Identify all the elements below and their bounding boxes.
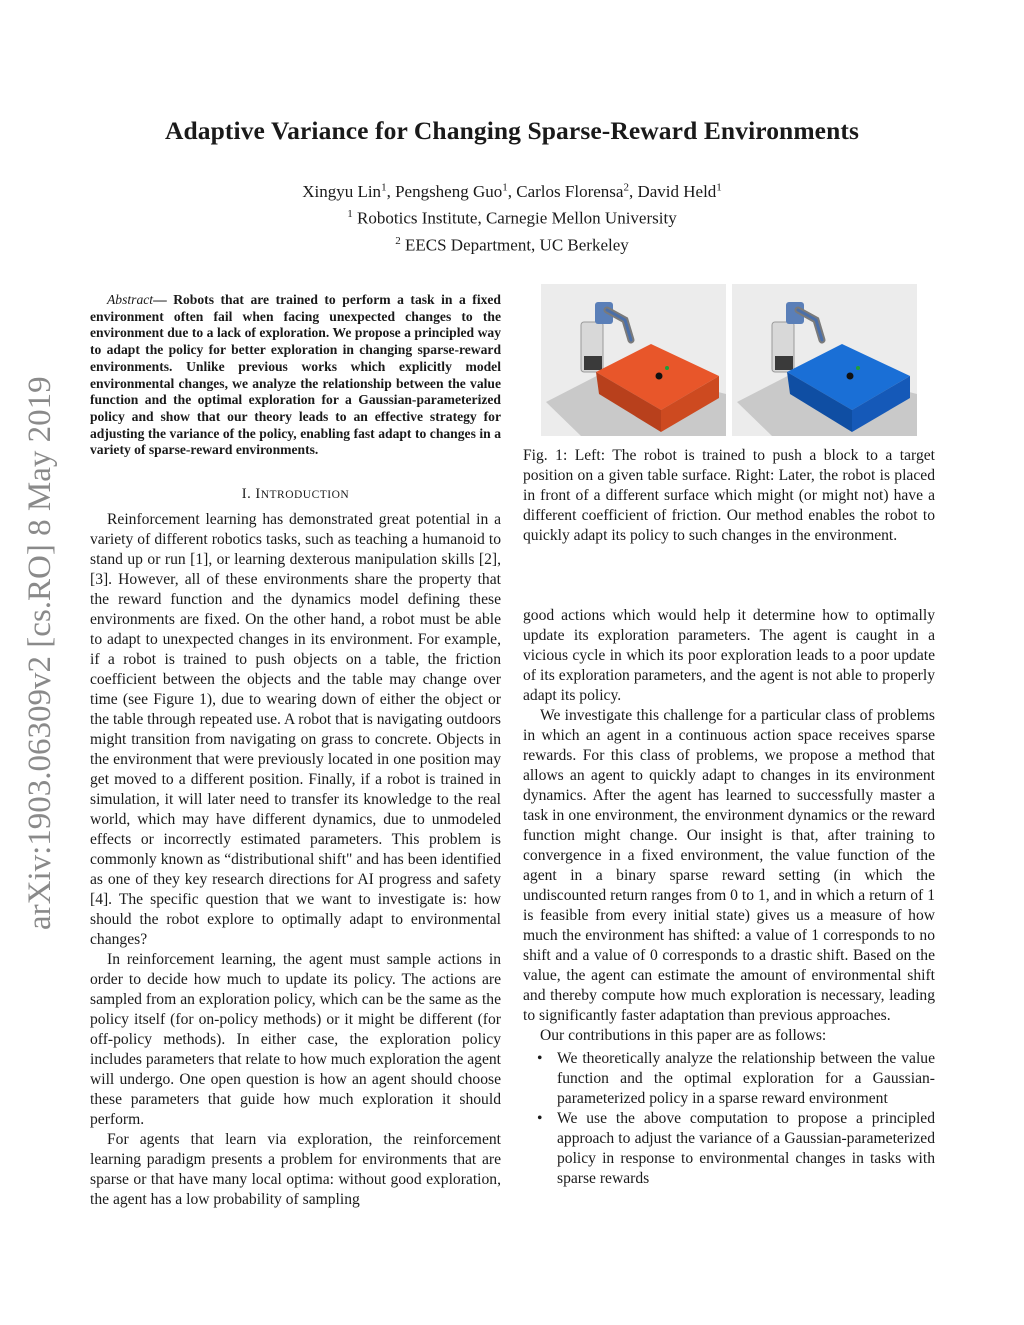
author: Pengsheng Guo$^1$, <box>395 181 517 201</box>
figure-right-image <box>732 284 917 436</box>
author-block <box>0 176 1024 257</box>
left-column <box>90 510 501 1210</box>
arxiv-stamp <box>8 355 78 930</box>
body-paragraph: We investigate this challenge for a particular class of problems in which an agent in a continuous action space receives sparse rewards. For this class of problems, we propose a method that allows an agent to quickly adapt to changes in its environment dynamics. After the agent has learned to successfully master a task in one environment, the environment dynamics or the reward function might change. Our insight is that, after training to convergence in a fixed environment, the value function of the agent in a binary sparse reward setting (in which the undiscounted return ranges from 0 to 1, and in which a return of 1 is feasible from every initial state) gives us a measure of how much the environment has shifted: a value of 1 corresponds to no shift and a value of 0 corresponds to a drastic shift. Based on the value, the agent can estimate the amount of environmental shift and thereby compute how much exploration is necessary, leading to significantly faster adaptation than previous approaches. <box>523 707 935 1024</box>
paper-title: Adaptive Variance for Changing Sparse-Reward Environments <box>164 116 859 145</box>
right-column <box>523 606 935 1189</box>
author-list <box>0 176 1024 203</box>
bullet: • <box>537 1050 543 1067</box>
bullet: • <box>537 1110 543 1127</box>
section-heading: I. INTRODUCTION <box>241 486 350 502</box>
arxiv-id: arXiv:1903.06309v2 [cs.RO] 8 May 2019 <box>22 376 58 930</box>
author: David Held$^1$ <box>637 181 722 201</box>
abstract-text: — Robots that are trained to perform a task in a fixed environment often fail when facing unexpected changes to the environment due to a lack of exploration. We propose a principled way to adapt the policy for better exploration in changing sparse-reward environments. Unlike previous works which explicitly model environmental changes, we analyze the relationship between the value function and the optimal exploration for a Gaussian-parameterized policy and show that our theory leads to an effective strategy for adjusting the variance of the policy, enabling fast adapt to changes in a variety of sparse-reward environments. <box>90 292 501 458</box>
affiliation: $^1$ Robotics Institute, Carnegie Mellon University <box>347 208 677 228</box>
body-paragraph: In reinforcement learning, the agent must sample actions in order to decide how much to update its policy. The actions are sampled from an exploration policy, which can be the same as the policy itself (for on-policy methods) or it might be different (for off-policy methods). In either case, the exploration policy includes parameters that relate to how much exploration the agent will undergo. One open question is how an agent should choose these parameters that guide how much exploration it should perform. <box>90 951 501 1128</box>
list-item: • We theoretically analyze the relationship between the value function and the optimal exploration for a Gaussian-parameterized policy in a sparse reward environment <box>537 1050 935 1107</box>
body-paragraph: Our contributions in this paper are as follows: <box>540 1027 827 1044</box>
author: Carlos Florensa$^2$, <box>516 181 638 201</box>
abstract <box>90 292 501 459</box>
figure-left-image <box>541 284 726 436</box>
contribution-list <box>523 1049 935 1189</box>
affiliation: $^2$ EECS Department, UC Berkeley <box>395 235 629 255</box>
body-paragraph: Reinforcement learning has demonstrated great potential in a variety of different robotics tasks, such as teaching a humanoid to stand up or run [1], or learning dexterous manipulation skills [2], [3]. However, all of these environments share the property that the reward function and the dynamics model defining these environments are fixed. On the other hand, a robot must be able to adapt to unexpected changes in its environment. For example, if a robot is trained to push objects on a table, the friction coefficient between the objects and the table may change over time (see Figure 1), due to wearing down of either the object or the table through repeated use. A robot that is navigating outdoors might transition from navigating on grass to concrete. Objects in the environment that were previously located in one position may get moved to a different position. Finally, if a robot is trained in simulation, it will later need to transfer its knowledge to the real world, which may have different dynamics, due to unmodeled effects or incorrectly estimated parameters. This problem is commonly known as “distributional shift" and has been identified as one of they key research directions for AI progress and safety [4]. The specific question that we want to investigate is: how should the robot explore to optimally adapt to environmental changes? <box>90 511 501 948</box>
body-paragraph: good actions which would help it determine how to optimally update its exploration parameters. The agent is caught in a vicious cycle in which its poor exploration leads to a poor update of its exploration parameters, and the agent is not able to properly adapt its policy. <box>523 607 935 704</box>
figure-caption: Fig. 1: Left: The robot is trained to push a block to a target position on a given table surface. Right: Later, the robot is placed in front of a different surface which might (or might not) have a different coefficient of friction. Our method enables the robot to quickly adapt its policy to such changes in the environment. <box>523 447 935 544</box>
list-item: • We use the above computation to propose a principled approach to adjust the variance of a Gaussian-parameterized policy in response to environmental changes in tasks with sparse rewards <box>537 1110 935 1187</box>
body-paragraph: For agents that learn via exploration, the reinforcement learning paradigm presents a problem for environments that are sparse or that have many local optima: without good exploration, the agent has a low probability of sampling <box>90 1131 501 1208</box>
author: Xingyu Lin$^1$, <box>302 181 396 201</box>
abstract-label: Abstract <box>107 292 154 307</box>
